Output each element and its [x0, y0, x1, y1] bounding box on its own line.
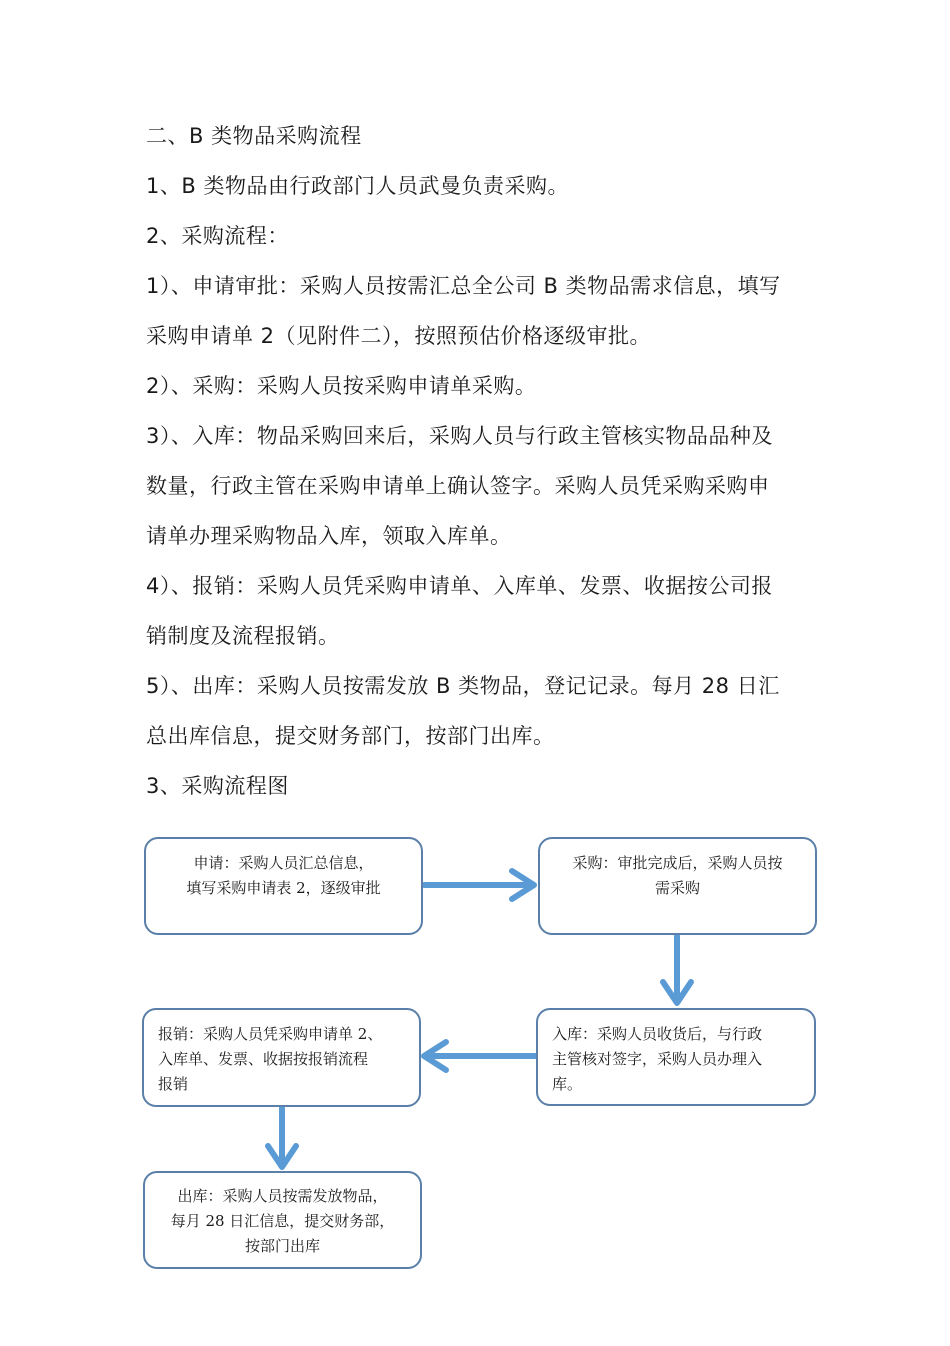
text-line-10: 销制度及流程报销。: [146, 624, 340, 648]
node-apply-line-1: 申请：采购人员汇总信息，: [193, 854, 374, 872]
text-line-8: 请单办理采购物品入库，领取入库单。: [146, 524, 512, 548]
flow-node-purchase: [538, 837, 817, 935]
section-heading: 二、B 类物品采购流程: [146, 124, 362, 148]
node-reimburse-line-2: 入库单、发票、收据按报销流程: [158, 1050, 369, 1068]
node-purchase-line-2: 需采购: [654, 879, 700, 897]
node-storage-line-3: 库。: [552, 1075, 583, 1093]
node-storage-line-2: 主管核对签字，采购人员办理入: [552, 1050, 763, 1068]
text-line-2: 2、采购流程：: [146, 224, 289, 248]
node-outbound-line-2: 每月 28 日汇信息，提交财务部，: [170, 1212, 395, 1230]
arrowhead-apply-to-purchase: [512, 871, 534, 899]
text-line-7: 数量，行政主管在采购申请单上确认签字。采购人员凭采购采购申: [146, 474, 770, 498]
text-line-5: 2）、采购：采购人员按采购申请单采购。: [146, 374, 537, 398]
node-reimburse-line-3: 报销: [158, 1075, 189, 1093]
text-line-3: 1）、申请审批：采购人员按需汇总全公司 B 类物品需求信息，填写: [146, 274, 781, 298]
flow-node-apply: [144, 837, 423, 935]
node-purchase-line-1: 采购：审批完成后，采购人员按: [572, 854, 783, 872]
text-line-9: 4）、报销：采购人员凭采购申请单、入库单、发票、收据按公司报: [146, 574, 773, 598]
node-apply-line-2: 填写采购申请表 2，逐级审批: [186, 879, 381, 897]
arrowhead-reimburse-to-outbound: [268, 1146, 296, 1167]
node-storage-line-1: 入库：采购人员收货后，与行政: [552, 1025, 763, 1043]
text-line-1: 1、B 类物品由行政部门人员武曼负责采购。: [146, 174, 569, 198]
node-outbound-line-3: 按部门出库: [244, 1237, 320, 1255]
flow-node-reimburse: [142, 1008, 421, 1107]
arrowhead-storage-to-reimburse: [424, 1042, 446, 1070]
node-reimburse-line-1: 报销：采购人员凭采购申请单 2、: [158, 1025, 383, 1043]
text-line-12: 总出库信息，提交财务部门，按部门出库。: [146, 724, 555, 748]
arrowhead-purchase-to-storage: [663, 982, 691, 1003]
text-line-11: 5）、出库：采购人员按需发放 B 类物品，登记记录。每月 28 日汇: [146, 674, 780, 698]
text-line-4: 采购申请单 2（见附件二），按照预估价格逐级审批。: [146, 324, 652, 348]
node-outbound-line-1: 出库：采购人员按需发放物品，: [177, 1187, 388, 1205]
text-line-6: 3）、入库：物品采购回来后，采购人员与行政主管核实物品品种及: [146, 424, 773, 448]
flow-node-storage: [536, 1008, 816, 1106]
flow-node-outbound: [143, 1171, 422, 1269]
flowchart-caption: 3、采购流程图: [146, 774, 289, 798]
